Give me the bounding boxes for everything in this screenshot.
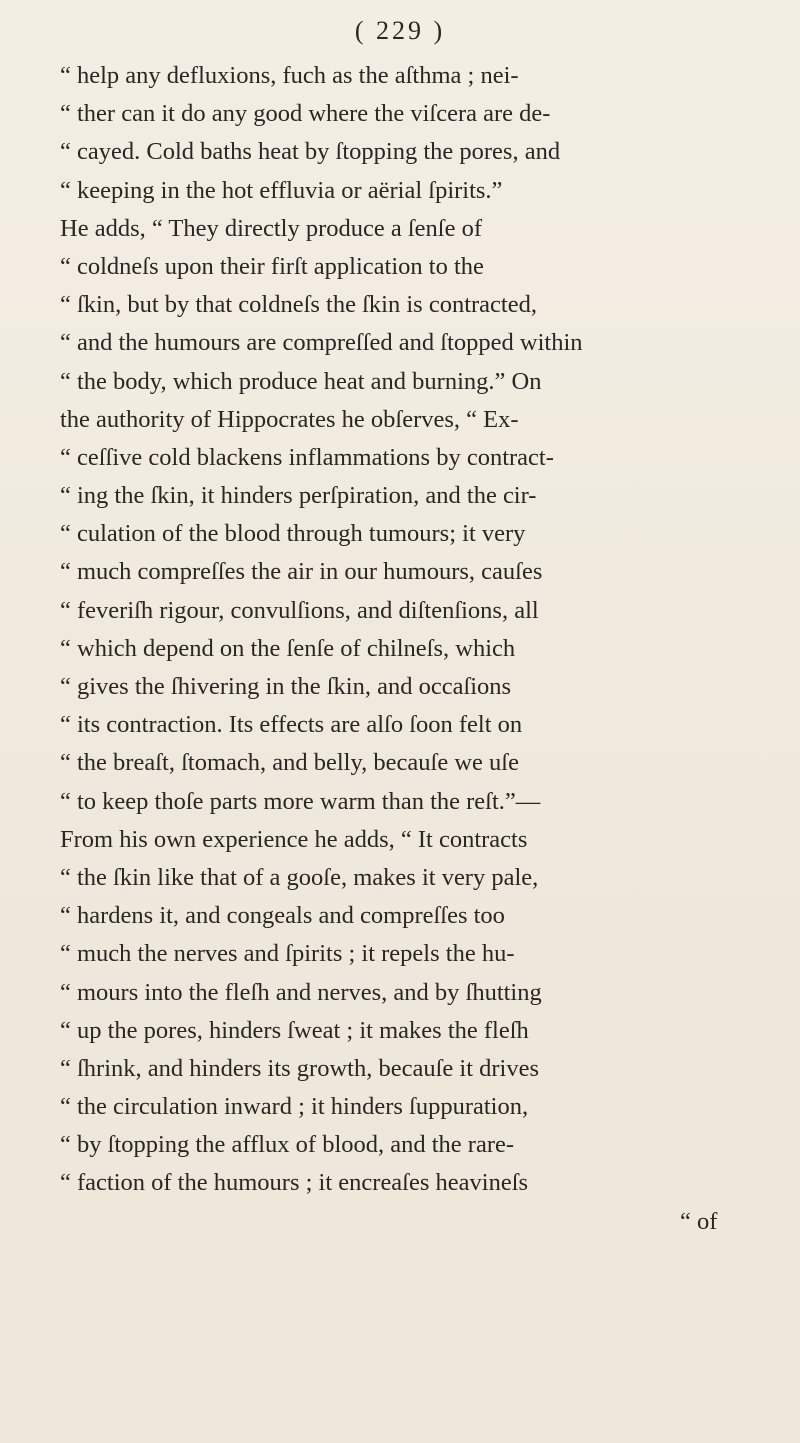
text-line: the authority of Hippocrates he obſerves, “ Ex- [60,405,519,433]
text-line: “ the ſkin like that of a gooſe, makes it very pale, [60,863,539,891]
text-line: “ mours into the fleſh and nerves, and by ſhutting [60,978,542,1006]
text-line: “ culation of the blood through tumours; it very [60,520,526,548]
text-line: “ up the pores, hinders ſweat ; it makes the fleſh [60,1016,529,1044]
text-line: “ ſhrink, and hinders its growth, becauſe it drives [60,1054,539,1082]
text-line: “ ſkin, but by that coldneſs the ſkin is contracted, [60,291,537,319]
page-number: ( 229 ) [354,16,446,45]
text-line: “ its contraction. Its effects are alſo ſoon felt on [60,711,523,739]
text-line: “ keeping in the hot effluvia or aërial ſpirits.” [60,176,503,204]
text-line: “ the breaſt, ſtomach, and belly, becauſe we uſe [60,749,519,777]
text-line: “ ing the ſkin, it hinders perſpiration, and the cir- [60,482,537,510]
text-line: “ feveriſh rigour, convulſions, and diſtenſions, all [60,596,539,624]
text-line: From his own experience he adds, “ It contracts [60,825,528,853]
text-line: He adds, “ They directly produce a ſenſe of [60,214,483,242]
catchword: “ of [680,1207,718,1235]
text-line: “ gives the ſhivering in the ſkin, and occaſions [60,673,512,700]
text-line: “ which depend on the ſenſe of chilneſs, which [60,634,516,662]
text-line: “ the circulation inward ; it hinders ſuppuration, [60,1093,529,1121]
text-line: “ by ſtopping the afflux of blood, and the rare- [60,1131,515,1159]
text-line: “ ther can it do any good where the viſcera are de- [60,100,551,128]
text-line: “ faction of the humours ; it encreaſes heavineſs [60,1169,529,1197]
body-text [60,57,780,1241]
text-line: “ help any defluxions, fuch as the aſthma ; nei- [60,62,519,89]
text-line: “ cayed. Cold baths heat by ſtopping the pores, and [60,138,561,166]
text-line: “ the body, which produce heat and burning.” On [60,367,542,395]
text-line: “ to keep thoſe parts more warm than the reſt.”— [60,787,541,815]
text-line: “ ceſſive cold blackens inflammations by contract- [60,443,554,471]
text-line: “ much compreſſes the air in our humours, cauſes [60,558,543,586]
text-line: “ much the nerves and ſpirits ; it repels the hu- [60,940,515,968]
text-line: “ and the humours are compreſſed and ſtopped within [60,329,583,357]
text-line: “ hardens it, and congeals and compreſſes too [60,902,505,930]
text-line: “ coldneſs upon their firſt application to the [60,252,484,280]
